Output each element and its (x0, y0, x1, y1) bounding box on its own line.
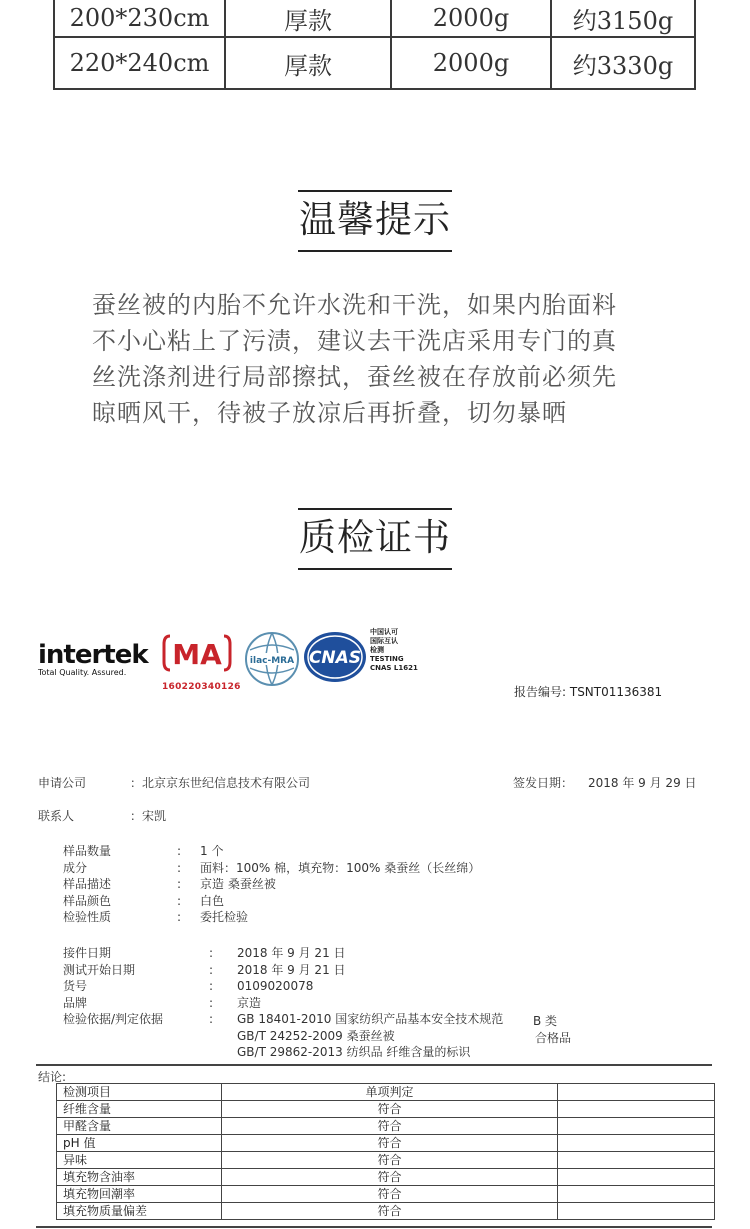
cnas-caption-line: 国际互认 (370, 637, 398, 645)
ilac-text: ilac-MRA (249, 656, 295, 666)
test-colons (209, 945, 213, 1028)
colon: : (177, 910, 182, 924)
ma-mark-icon (162, 632, 232, 674)
ilac-mra-logo (244, 630, 300, 692)
intertek-logo (38, 640, 148, 677)
contact-value: ：宋凯 (130, 809, 167, 823)
table-row (57, 1152, 715, 1169)
issue-date-value: 2018 年 9 月 29 日 (588, 776, 697, 790)
accreditation-logos (38, 628, 438, 698)
ilac-globe-icon (244, 630, 300, 688)
result-item: 填充物含油率 (57, 1169, 222, 1186)
test-values (237, 945, 503, 1061)
size-table (53, 0, 696, 90)
table-row (57, 1135, 715, 1152)
field-value: 委托检验 (200, 910, 249, 924)
colon: : (177, 893, 182, 908)
total-weight-cell: 约3150g (551, 0, 695, 37)
grade-pass: 合格品 (535, 1031, 572, 1045)
size-cell: 200*230cm (54, 0, 225, 37)
field-value: 京造 桑蚕丝被 (200, 877, 276, 891)
result-item: 填充物回潮率 (57, 1186, 222, 1203)
colon: : (177, 860, 182, 875)
tips-line: 丝洗涤剂进行局部擦拭，蚕丝被在存放前必须先 (92, 363, 617, 391)
colon: : (209, 1012, 214, 1026)
result-verdict: 符合 (222, 1135, 558, 1152)
field-value: 0109020078 (237, 979, 314, 993)
table-row (57, 1118, 715, 1135)
cnas-caption-line: CNAS L1621 (370, 664, 418, 672)
table-row (57, 1186, 715, 1203)
empty-cell (558, 1118, 715, 1135)
field-value: 白色 (200, 893, 225, 908)
colon: : (209, 962, 214, 977)
applicant-label: 申请公司 (38, 776, 87, 790)
field-label: 货号 (63, 979, 88, 993)
sample-labels (63, 843, 111, 926)
empty-cell (558, 1101, 715, 1118)
divider (36, 1226, 712, 1228)
tips-line: 晾晒风干，待被子放凉后再折叠，切勿暴晒 (92, 399, 567, 427)
empty-cell (558, 1152, 715, 1169)
field-value: 京造 (237, 995, 262, 1010)
header-item: 检测项目 (57, 1084, 222, 1101)
field-label: 样品数量 (63, 844, 112, 858)
result-verdict: 符合 (222, 1169, 558, 1186)
tips-paragraph (92, 287, 682, 431)
field-value: 1 个 (200, 844, 224, 858)
empty-cell (558, 1169, 715, 1186)
cnas-logo (303, 630, 367, 688)
applicant-value: ：北京京东世纪信息技术有限公司 (130, 776, 311, 790)
field-label: 品牌 (63, 995, 88, 1010)
table-header-row (57, 1084, 715, 1101)
cnas-caption-line: 中国认可 (370, 628, 398, 636)
result-table (56, 1083, 715, 1220)
tips-line: 蚕丝被的内胎不允许水洗和干洗，如果内胎面料 (92, 291, 617, 319)
result-verdict: 符合 (222, 1101, 558, 1118)
table-row (54, 0, 695, 37)
certificate-heading: 质检证书 (298, 508, 452, 570)
empty-cell (558, 1203, 715, 1220)
empty-cell (558, 1135, 715, 1152)
colon: : (209, 946, 214, 960)
field-label: 成分 (63, 860, 88, 875)
tips-heading: 温馨提示 (298, 190, 452, 252)
conclusion-label: 结论: (38, 1070, 67, 1084)
cnas-mark-icon (303, 630, 367, 684)
report-number: 报告编号: TSNT01136381 (514, 685, 663, 699)
contact-label: 联系人 (38, 809, 75, 823)
total-weight-cell: 约3330g (551, 37, 695, 89)
header-verdict: 单项判定 (222, 1084, 558, 1101)
field-value: GB/T 24252-2009 桑蚕丝被 (237, 1028, 395, 1043)
field-value: 2018 年 9 月 21 日 (237, 946, 346, 960)
fill-weight-cell: 2000g (391, 0, 551, 37)
ma-text: MA (172, 638, 222, 671)
result-item: 填充物质量偏差 (57, 1203, 222, 1220)
issue-date-label: 签发日期： (513, 776, 574, 790)
field-label: 检验依据/判定依据 (63, 1012, 164, 1026)
sample-values (200, 843, 480, 926)
result-item: 纤维含量 (57, 1101, 222, 1118)
colon: : (177, 877, 182, 891)
intertek-tagline: Total Quality. Assured. (38, 668, 127, 677)
ma-number: 160220340126 (162, 682, 241, 692)
field-value: GB/T 29862-2013 纺织品 纤维含量的标识 (237, 1045, 471, 1059)
colon: : (209, 979, 214, 993)
type-cell: 厚款 (225, 0, 391, 37)
field-value: 面料：100% 棉，填充物：100% 桑蚕丝（长丝绵） (200, 860, 481, 875)
colon: : (177, 844, 182, 858)
empty-cell (558, 1084, 715, 1101)
field-label: 接件日期 (63, 946, 112, 960)
field-label: 样品描述 (63, 877, 112, 891)
test-labels (63, 945, 163, 1028)
cnas-text: CNAS (308, 648, 362, 668)
tips-line: 不小心粘上了污渍，建议去干洗店采用专门的真 (92, 327, 617, 355)
ma-logo (162, 632, 241, 692)
type-cell: 厚款 (225, 37, 391, 89)
field-label: 检验性质 (63, 910, 112, 924)
sample-colons (177, 843, 181, 926)
size-cell: 220*240cm (54, 37, 225, 89)
result-verdict: 符合 (222, 1118, 558, 1135)
fill-weight-cell: 2000g (391, 37, 551, 89)
divider (36, 1064, 712, 1066)
field-value: GB 18401-2010 国家纺织产品基本安全技术规范 (237, 1012, 504, 1026)
field-label: 测试开始日期 (63, 962, 136, 977)
result-verdict: 符合 (222, 1186, 558, 1203)
result-item: 甲醛含量 (57, 1118, 222, 1135)
cnas-caption-line: 检测 (370, 646, 384, 654)
field-value: 2018 年 9 月 21 日 (237, 962, 346, 977)
result-verdict: 符合 (222, 1203, 558, 1220)
result-verdict: 符合 (222, 1152, 558, 1169)
field-label: 样品颜色 (63, 893, 112, 908)
table-row (57, 1169, 715, 1186)
result-item: 异味 (57, 1152, 222, 1169)
table-row (57, 1101, 715, 1118)
grade-b: B 类 (533, 1014, 558, 1028)
colon: : (209, 995, 214, 1010)
cnas-caption (370, 628, 418, 673)
intertek-wordmark: intertek (38, 640, 148, 670)
table-row (54, 37, 695, 89)
cnas-caption-line: TESTING (370, 655, 404, 663)
result-item: pH 值 (57, 1135, 222, 1152)
empty-cell (558, 1186, 715, 1203)
table-row (57, 1203, 715, 1220)
